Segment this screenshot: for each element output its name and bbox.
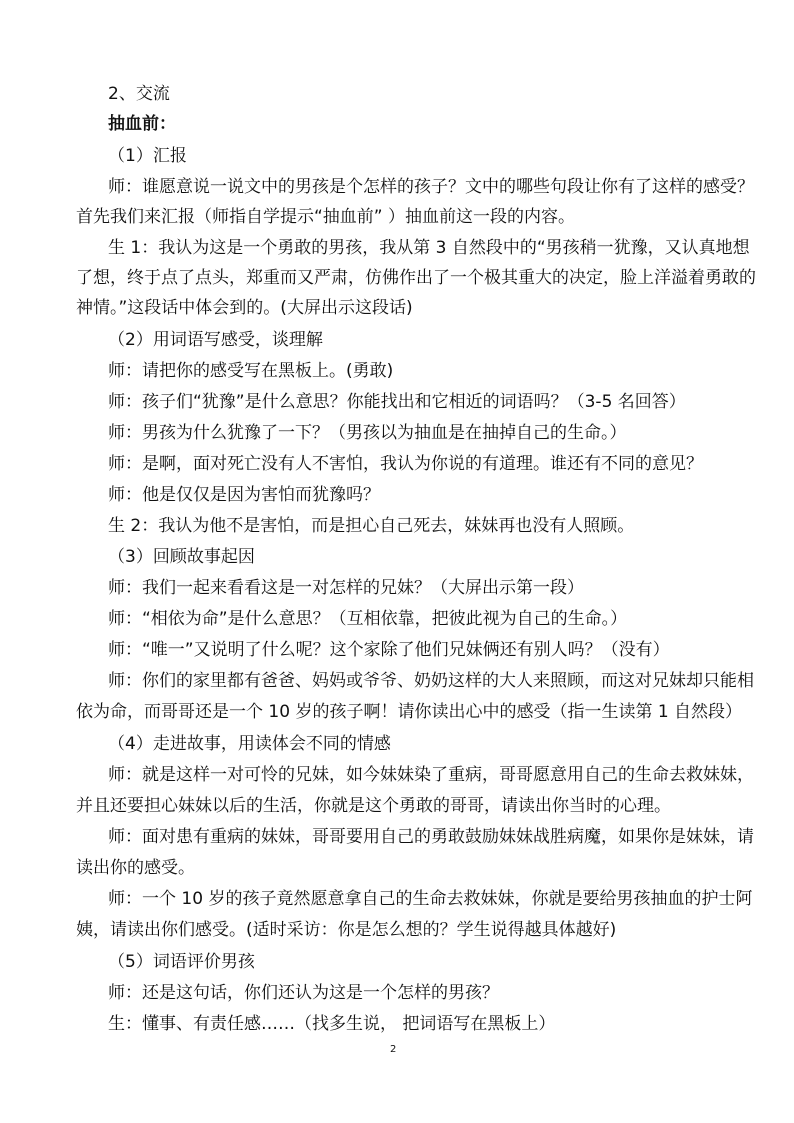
text-line: 首先我们来汇报（师指自学提示“抽血前” ）抽血前这一段的内容。 — [76, 207, 576, 227]
text-line: 生 1：我认为这是一个勇敢的男孩，我从第 3 自然段中的“男孩稍一犹豫，又认真地想 — [108, 238, 750, 258]
text-line: 生：懂事、有责任感……（找多生说， 把词语写在黑板上） — [108, 1014, 556, 1034]
text-line: 师：谁愿意说一说文中的男孩是个怎样的孩子？文中的哪些句段让你有了这样的感受？ — [108, 177, 754, 197]
text-line: 读出你的感受。 — [76, 858, 195, 878]
item-heading: （1）汇报 — [108, 146, 187, 166]
text-line: 姨，请读出你们感受。(适时采访：你是怎么想的？学生说得越具体越好) — [76, 920, 617, 940]
text-line: 生 2：我认为他不是害怕，而是担心自己死去，妹妹再也没有人照顾。 — [108, 516, 635, 536]
item-heading: （4）走进故事，用读体会不同的情感 — [108, 734, 391, 754]
text-line: 师：就是这样一对可怜的兄妹，如今妹妹染了重病，哥哥愿意用自己的生命去救妹妹， — [108, 765, 754, 785]
text-line: 师：“唯一”又说明了什么呢？这个家除了他们兄妹俩还有别人吗？（没有） — [108, 640, 670, 660]
subsection-heading: 抽血前： — [108, 114, 176, 134]
text-line: 师：一个 10 岁的孩子竟然愿意拿自己的生命去救妹妹，你就是要给男孩抽血的护士阿 — [108, 889, 753, 909]
section-heading: 2、交流 — [108, 84, 170, 104]
text-line: 师：我们一起来看看这是一对怎样的兄妹？（大屏出示第一段） — [108, 578, 584, 598]
text-line: 神情。”这段话中体会到的。(大屏出示这段话) — [76, 298, 413, 318]
text-line: 师：“相依为命”是什么意思？（互相依靠，把彼此视为自己的生命。） — [108, 609, 628, 629]
item-heading: （5）词语评价男孩 — [108, 952, 255, 972]
text-line: 师：男孩为什么犹豫了一下？（男孩以为抽血是在抽掉自己的生命。） — [108, 423, 627, 443]
text-line: 师：面对患有重病的妹妹，哥哥要用自己的勇敢鼓励妹妹战胜病魔，如果你是妹妹，请 — [108, 827, 754, 847]
text-line: 依为命，而哥哥还是一个 10 岁的孩子啊！请你读出心中的感受（指一生读第 1 自然段） — [76, 702, 743, 722]
item-heading: （2）用词语写感受，谈理解 — [108, 330, 323, 350]
text-line: 师：他是仅仅是因为害怕而犹豫吗？ — [108, 485, 380, 505]
text-line: 师：是啊，面对死亡没有人不害怕，我认为你说的有道理。谁还有不同的意见？ — [108, 454, 703, 474]
text-line: 师：请把你的感受写在黑板上。(勇敢) — [108, 361, 394, 381]
page-number: 2 — [390, 1044, 397, 1055]
text-line: 师：你们的家里都有爸爸、妈妈或爷爷、奶奶这样的大人来照顾，而这对兄妹却只能相 — [108, 671, 754, 691]
item-heading: （3）回顾故事起因 — [108, 547, 255, 567]
text-line: 并且还要担心妹妹以后的生活，你就是这个勇敢的哥哥，请读出你当时的心理。 — [76, 796, 671, 816]
text-line: 师：孩子们“犹豫”是什么意思？你能找出和它相近的词语吗？（3-5 名回答） — [108, 392, 686, 412]
text-line: 了想，终于点了点头，郑重而又严肃，仿佛作出了一个极其重大的决定，脸上洋溢着勇敢的 — [76, 268, 756, 288]
text-line: 师：还是这句话，你们还认为这是一个怎样的男孩？ — [108, 983, 499, 1003]
